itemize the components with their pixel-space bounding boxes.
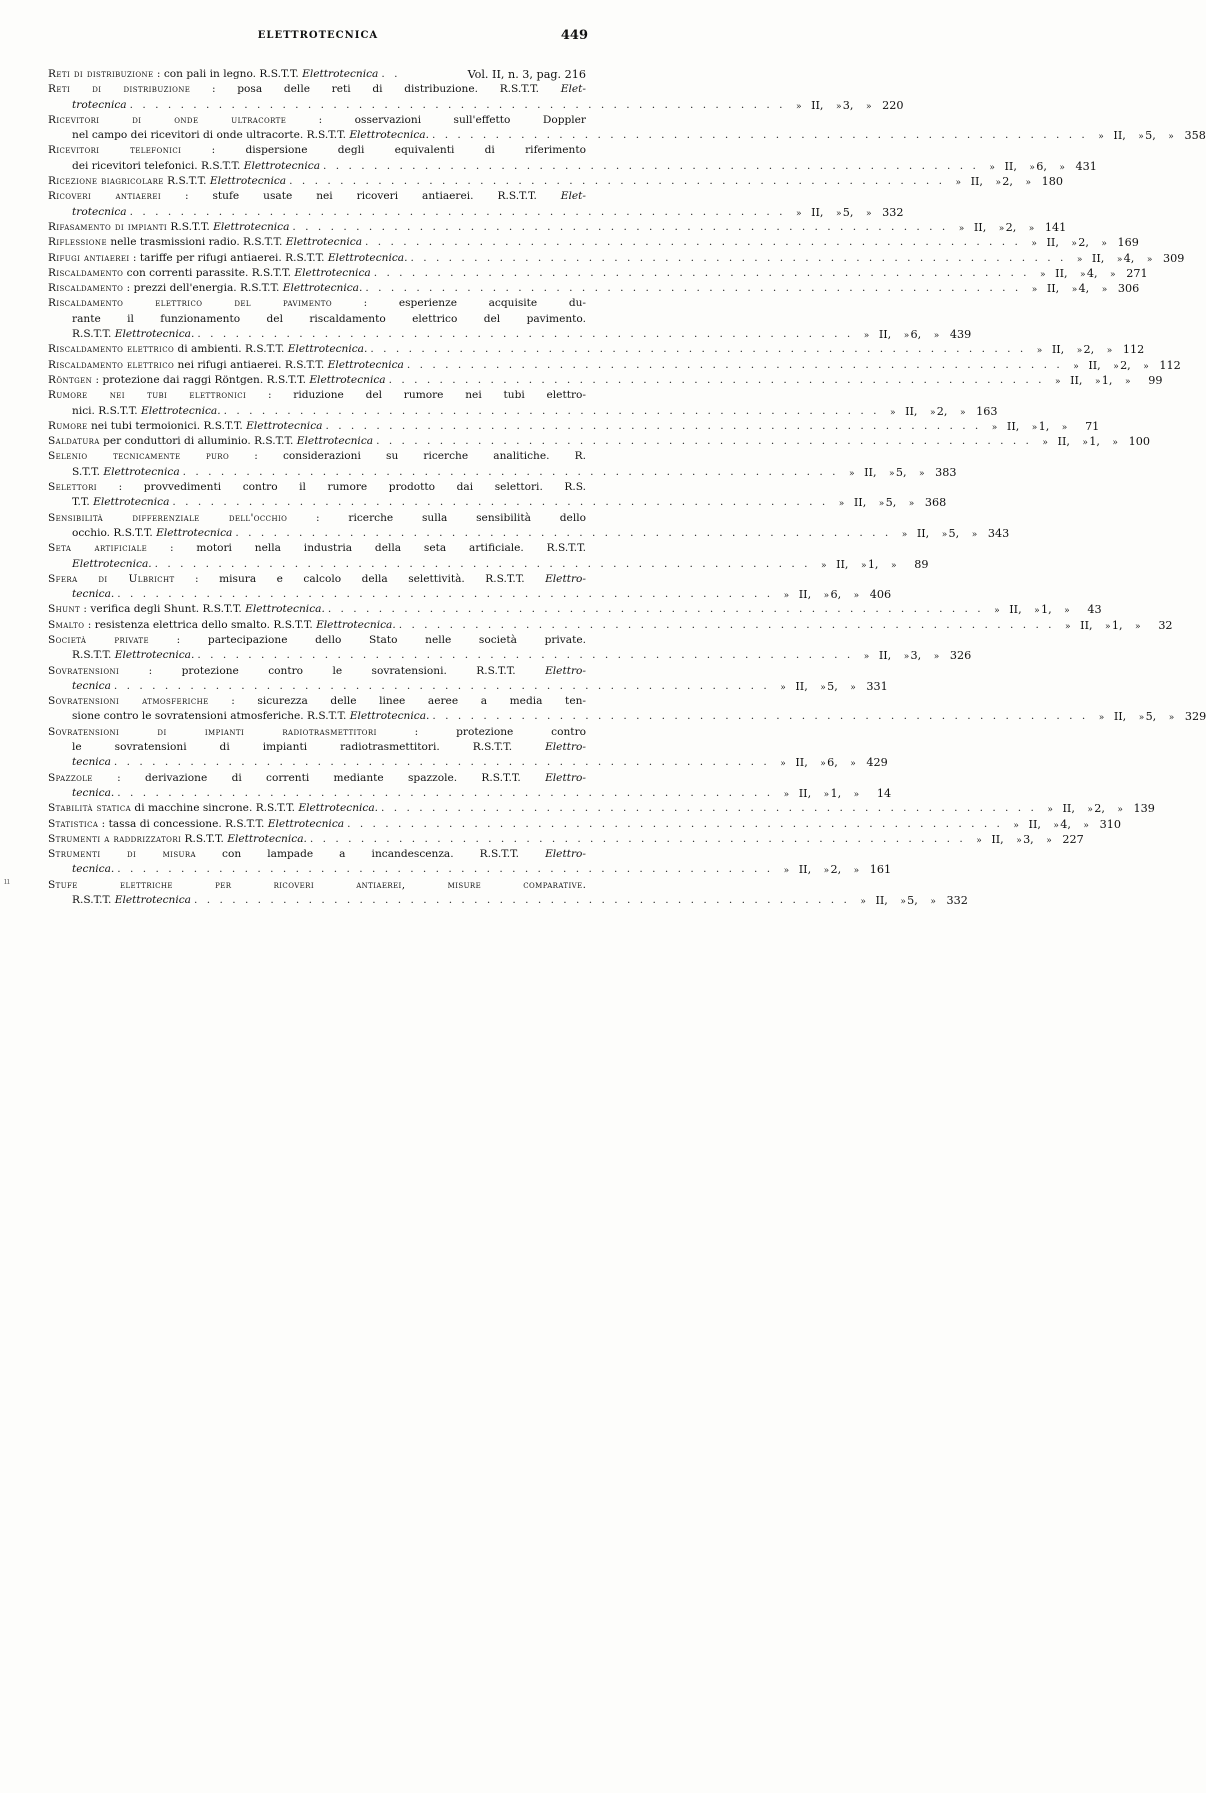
leader-dots: . . . . . . . . . . . . . . . . . . . . . . . . . . . . . . . . . . . . . . . . . . . . . . . . . . . .: [370, 343, 1027, 356]
leader-dots: . . . . . . . . . . . . . . . . . . . . . . . . . . . . . . . . . . . . . . . . . . . . . . . . . . . .: [365, 282, 1022, 295]
leader-dots: . . . . . . . . . . . . . . . . . . . . . . . . . . . . . . . . . . . . . . . . . . . . . . . . . . . .: [365, 236, 1021, 249]
entry-reference: » II, » 6, » 439: [863, 328, 972, 342]
entry-text: Sovratensioni di impianti radiotrasmettitori : protezione contro: [48, 725, 587, 738]
entry-text: Stabilità statica di macchine sincrone. R.S.T.T. Elettrotecnica. . . . . . . . . . . . . . . . . . . . . . . . . . . . . . . . . . . . . . . . . . . . . . . . . . . . .: [48, 801, 1037, 816]
index-entry: [48, 449, 957, 480]
entry-line: [48, 679, 888, 694]
entry-text: Riscaldamento elettrico di ambienti. R.S.T.T. Elettrotecnica. . . . . . . . . . . . . . . . . . . . . . . . . . . . . . . . . . . . . . . . . . . . . . . . . . . . .: [48, 342, 1026, 357]
leader-dots: . . . . . . . . . . . . . . . . . . . . . . . . . . . . . . . . . . . . . . . . . . . . . . . . . . . .: [325, 419, 982, 432]
index-entry: [48, 511, 1010, 542]
index-entry: [48, 694, 1206, 725]
index-entry: [48, 388, 998, 419]
entry-line: [48, 159, 1097, 174]
entry-text: trotecnica . . . . . . . . . . . . . . . . . . . . . . . . . . . . . . . . . . . . . . . . . . . . . . . . . . . .: [72, 98, 785, 113]
entry-reference: » II, » 1, » 71: [991, 419, 1100, 433]
entry-line: [48, 786, 892, 801]
entry-heading: Smalto: [48, 618, 85, 631]
index-entries: [48, 67, 1206, 908]
entry-line: [48, 771, 586, 786]
entry-heading: Stabilità statica: [48, 802, 132, 815]
index-entry: [48, 251, 1185, 266]
leader-dots: . . . . . . . . . . . . . . . . . . . . . . . . . . . . . . . . . . . . . . . . . . . . . . . . . . . .: [327, 603, 984, 616]
index-entry: [48, 847, 892, 878]
entry-text: Sovratensioni atmosferiche : sicurezza delle linee aeree a media ten-: [48, 695, 586, 708]
entry-reference: » II, » 1, » 100: [1042, 435, 1150, 449]
entry-text: tecnica. . . . . . . . . . . . . . . . . . . . . . . . . . . . . . . . . . . . . . . . . . . . . . . . . . . . .: [72, 587, 773, 602]
entry-line: [48, 511, 586, 526]
leader-dots: . . . . . . . . . . . . . . . . . . . . . . . . . . . . . . . . . . . . . . . . . . . . . . . . . . . .: [431, 129, 1088, 142]
entry-line: [48, 251, 1185, 266]
entry-reference: » II, » 2, » 180: [955, 175, 1063, 189]
entry-reference: » II, » 6, » 429: [780, 756, 888, 770]
leader-dots: . . . . . . . . . . . . . . . . . . . . . . . . . . . . . . . . . . . . . . . . . . . . . . . . . . . .: [235, 526, 892, 539]
index-entry: [48, 664, 888, 695]
entry-text: Ricezione biagricolare R.S.T.T. Elettrotecnica . . . . . . . . . . . . . . . . . . . . . . . . . . . . . . . . . . . . . . . . . . . . . . . . . . . .: [48, 174, 945, 189]
entry-text: Elettrotecnica. . . . . . . . . . . . . . . . . . . . . . . . . . . . . . . . . . . . . . . . . . . . . . . . . . . . .: [72, 557, 811, 572]
entry-text: tecnica . . . . . . . . . . . . . . . . . . . . . . . . . . . . . . . . . . . . . . . . . . . . . . . . . . . .: [72, 755, 770, 770]
entry-text: R.S.T.T. Elettrotecnica. . . . . . . . . . . . . . . . . . . . . . . . . . . . . . . . . . . . . . . . . . . . . . . . . . . . .: [72, 648, 853, 663]
leader-dots: . . . . . . . . . . . . . . . . . . . . . . . . . . . . . . . . . . . . . . . . . . . . . . . . . . . .: [406, 358, 1063, 371]
entry-line: [48, 709, 1206, 724]
entry-line: [48, 541, 586, 556]
index-entry: [48, 266, 1148, 281]
index-entry: [48, 113, 1206, 144]
entry-line: [48, 465, 957, 480]
entry-reference: » II, » 1, » 43: [994, 603, 1102, 617]
index-entry: [48, 618, 1173, 633]
index-entry: [48, 419, 1100, 434]
entry-text: Riscaldamento elettrico nei rifugi antiaerei. R.S.T.T. Elettrotecnica . . . . . . . . . . . . . . . . . . . . . . . . . . . . . . . . . . . . . . . . . . . . . . . . . . . .: [48, 358, 1063, 373]
index-entry: [48, 633, 972, 664]
entry-heading: Strumenti di misura: [48, 848, 196, 861]
entry-text: tecnica. . . . . . . . . . . . . . . . . . . . . . . . . . . . . . . . . . . . . . . . . . . . . . . . . . . . .: [72, 786, 773, 801]
entry-line: [48, 128, 1206, 143]
entry-text: S.T.T. Elettrotecnica . . . . . . . . . . . . . . . . . . . . . . . . . . . . . . . . . . . . . . . . . . . . . . . . . . . .: [72, 465, 839, 480]
entry-text: Statistica : tassa di concessione. R.S.T.T. Elettrotecnica . . . . . . . . . . . . . . . . . . . . . . . . . . . . . . . . . . . . . . . . . . . . . . . . . . . .: [48, 817, 1003, 832]
entry-line: [48, 878, 586, 893]
leader-dots: . . . . . . . . . . . . . . . . . . . . . . . . . . . . . . . . . . . . . . . . . . . . . . . . . . . .: [289, 175, 945, 188]
entry-heading: Strumenti a raddrizzatori: [48, 832, 182, 845]
entry-heading: Reti di distribuzione: [48, 83, 191, 96]
entry-line: [48, 205, 904, 220]
entry-heading: Riscaldamento: [48, 266, 124, 279]
entry-line: [48, 817, 1121, 832]
entry-text: Röntgen : protezione dai raggi Röntgen. R.S.T.T. Elettrotecnica . . . . . . . . . . . . . . . . . . . . . . . . . . . . . . . . . . . . . . . . . . . . . . . . . . . .: [48, 373, 1044, 388]
entry-line: [48, 740, 586, 755]
entry-line: [48, 449, 586, 464]
index-entry: [48, 281, 1140, 296]
entry-line: [48, 862, 892, 877]
entry-line: [48, 113, 586, 128]
entry-text: Reti di distribuzione : posa delle reti di distribuzione. R.S.T.T. Elet-: [48, 83, 586, 96]
entry-line: [48, 602, 1102, 617]
entry-line: [48, 174, 1063, 189]
entry-text: Riscaldamento con correnti parassite. R.S.T.T. Elettrotecnica . . . . . . . . . . . . . . . . . . . . . . . . . . . . . . . . . . . . . . . . . . . . . . . . . . . .: [48, 266, 1030, 281]
index-entry: [48, 358, 1181, 373]
entry-heading: Ricoveri antiaerei: [48, 190, 161, 203]
entry-line: [48, 373, 1163, 388]
entry-reference: » II, » 3, » 220: [795, 98, 904, 112]
entry-line: [48, 557, 929, 572]
entry-line: [48, 648, 972, 663]
entry-heading: Riscaldamento elettrico: [48, 343, 175, 356]
entry-reference: » II, » 2, » 163: [889, 404, 998, 418]
leader-dots: . .: [381, 68, 401, 80]
entry-text: dei ricevitori telefonici. R.S.T.T. Elettrotecnica . . . . . . . . . . . . . . . . . . . . . . . . . . . . . . . . . . . . . . . . . . . . . . . . . . . .: [72, 159, 979, 174]
entry-heading: Saldatura: [48, 435, 100, 448]
entry-reference: » II, » 2, » 169: [1031, 236, 1139, 250]
entry-line: [48, 755, 888, 770]
entry-text: Saldatura per conduttori di alluminio. R.S.T.T. Elettrotecnica . . . . . . . . . . . . . . . . . . . . . . . . . . . . . . . . . . . . . . . . . . . . . . . . . . . .: [48, 434, 1032, 449]
leader-dots: . . . . . . . . . . . . . . . . . . . . . . . . . . . . . . . . . . . . . . . . . . . . . . . . . . . .: [398, 618, 1055, 631]
entry-reference: » II, » 5, » 332: [795, 205, 904, 219]
entry-line: [48, 235, 1139, 250]
leader-dots: . . . . . . . . . . . . . . . . . . . . . . . . . . . . . . . . . . . . . . . . . . . . . . . . . . . .: [197, 649, 854, 662]
leader-dots: . . . . . . . . . . . . . . . . . . . . . . . . . . . . . . . . . . . . . . . . . . . . . . . . . . . .: [113, 679, 770, 692]
entry-line: [48, 434, 1150, 449]
index-entry: [48, 725, 888, 771]
entry-text: Rifasamento di impianti R.S.T.T. Elettrotecnica . . . . . . . . . . . . . . . . . . . . . . . . . . . . . . . . . . . . . . . . . . . . . . . . . . . .: [48, 220, 948, 235]
entry-heading: Statistica: [48, 817, 99, 830]
entry-heading: Sfera di Ulbricht: [48, 572, 175, 585]
entry-heading: Riscaldamento: [48, 282, 124, 295]
index-entry: [48, 832, 1084, 847]
entry-line: [48, 526, 1010, 541]
entry-heading: Shunt: [48, 603, 81, 616]
entry-line: [48, 495, 947, 510]
entry-line: [48, 893, 968, 908]
index-entry: [48, 296, 972, 342]
entry-reference: » II, » 1, » 99: [1054, 373, 1163, 387]
leader-dots: . . . . . . . . . . . . . . . . . . . . . . . . . . . . . . . . . . . . . . . . . . . . . . . . . . . .: [388, 373, 1045, 386]
entry-heading: Rifugi antiaerei: [48, 251, 130, 264]
entry-reference: » II, » 2, » 112: [1073, 358, 1181, 372]
index-entry: [48, 220, 1067, 235]
entry-text: Seta artificiale : motori nella industria della seta artificiale. R.S.T.T.: [48, 542, 586, 555]
leader-dots: . . . . . . . . . . . . . . . . . . . . . . . . . . . . . . . . . . . . . . . . . . . . . . . . . . . .: [223, 404, 880, 417]
entry-reference: » II, » 5, » 358: [1098, 129, 1206, 143]
index-entry: [48, 82, 904, 113]
index-entry: [48, 801, 1155, 816]
entry-reference: » II, » 3, » 326: [863, 649, 972, 663]
entry-heading: Ricezione biagricolare: [48, 175, 164, 188]
entry-line: [48, 98, 904, 113]
leader-dots: . . . . . . . . . . . . . . . . . . . . . . . . . . . . . . . . . . . . . . . . . . . . . . . . . . . .: [323, 159, 979, 172]
entry-line: [48, 281, 1140, 296]
entry-reference: » II, » 2, » 141: [958, 220, 1067, 234]
entry-line: [48, 633, 586, 648]
entry-heading: Sovratensioni: [48, 664, 120, 677]
leader-dots: . . . . . . . . . . . . . . . . . . . . . . . . . . . . . . . . . . . . . . . . . . . . . . . . . . . .: [376, 435, 1032, 448]
leader-dots: . . . . . . . . . . . . . . . . . . . . . . . . . . . . . . . . . . . . . . . . . . . . . . . . . . . .: [309, 832, 966, 845]
page-header: [48, 30, 588, 46]
entry-line: [48, 67, 586, 82]
entry-line: [48, 664, 586, 679]
leader-dots: . . . . . . . . . . . . . . . . . . . . . . . . . . . . . . . . . . . . . . . . . . . . . . . . . . . .: [347, 817, 1003, 830]
leader-dots: . . . . . . . . . . . . . . . . . . . . . . . . . . . . . . . . . . . . . . . . . . . . . . . . . . . .: [117, 786, 774, 799]
entry-heading: Selettori: [48, 481, 97, 494]
entry-line: [48, 419, 1100, 434]
entry-text: Stufe elettriche per ricoveri antiaerei, misure comparative.: [48, 878, 586, 891]
entry-heading: Ricevitori telefonici: [48, 144, 182, 157]
index-entry: [48, 143, 1097, 174]
entry-heading: Röntgen: [48, 373, 93, 386]
entry-reference: » II, » 5, » 331: [780, 679, 888, 693]
entry-text: Sensibilità differenziale dell'occhio : ricerche sulla sensibilità dello: [48, 511, 586, 524]
entry-line: [48, 342, 1145, 357]
entry-text: Sfera di Ulbricht : misura e calcolo della selettività. R.S.T.T. Elettro-: [48, 572, 586, 585]
entry-text: Reti di distribuzione : con pali in legno. R.S.T.T. Elettrotecnica . .: [48, 67, 468, 82]
entry-text: Rifugi antiaerei : tariffe per rifugi antiaerei. R.S.T.T. Elettrotecnica. . . . . . . . . . . . . . . . . . . . . . . . . . . . . . . . . . . . . . . . . . . . . . . . . . . . .: [48, 251, 1066, 266]
entry-text: sione contro le sovratensioni atmosferiche. R.S.T.T. Elettrotecnica. . . . . . . . . . . . . . . . . . . . . . . . . . . . . . . . . . . . . . . . . . . . . . . . . . . . .: [72, 709, 1088, 724]
entry-line: [48, 404, 998, 419]
leader-dots: . . . . . . . . . . . . . . . . . . . . . . . . . . . . . . . . . . . . . . . . . . . . . . . . . . . .: [197, 328, 854, 341]
entry-text: Riscaldamento elettrico del pavimento : esperienze acquisite du-: [48, 297, 587, 310]
entry-reference: » II, » 5, » 332: [860, 894, 968, 908]
entry-heading: Reti di distribuzione: [48, 68, 154, 80]
entry-reference: » II, » 1, » 14: [783, 786, 892, 800]
entry-text: occhio. R.S.T.T. Elettrotecnica . . . . . . . . . . . . . . . . . . . . . . . . . . . . . . . . . . . . . . . . . . . . . . . . . . . .: [72, 526, 891, 541]
entry-line: [48, 572, 586, 587]
entry-line: [48, 480, 586, 495]
entry-text: tecnica . . . . . . . . . . . . . . . . . . . . . . . . . . . . . . . . . . . . . . . . . . . . . . . . . . . .: [72, 679, 770, 694]
entry-text: Spazzole : derivazione di correnti mediante spazzole. R.S.T.T. Elettro-: [48, 771, 586, 784]
index-entry: [48, 342, 1145, 357]
entry-reference: » II, » 6, » 406: [783, 588, 892, 602]
entry-text: Shunt : verifica degli Shunt. R.S.T.T. Elettrotecnica. . . . . . . . . . . . . . . . . . . . . . . . . . . . . . . . . . . . . . . . . . . . . . . . . . . . .: [48, 602, 984, 617]
leader-dots: . . . . . . . . . . . . . . . . . . . . . . . . . . . . . . . . . . . . . . . . . . . . . . . . . . . .: [182, 465, 839, 478]
entry-heading: Riscaldamento elettrico: [48, 358, 175, 371]
running-title: ELETTROTECNICA: [257, 30, 379, 41]
entry-text: Ricoveri antiaerei : stufe usate nei ricoveri antiaerei. R.S.T.T. Elet-: [48, 190, 587, 203]
entry-line: [48, 388, 586, 403]
entry-heading: Società private: [48, 633, 150, 646]
entry-reference: » II, » 2, » 139: [1047, 802, 1155, 816]
entry-reference: » II, » 2, » 112: [1036, 343, 1145, 357]
entry-line: [48, 618, 1173, 633]
entry-heading: Selenio tecnicamente puro: [48, 450, 230, 463]
entry-text: Sovratensioni : protezione contro le sovratensioni. R.S.T.T. Elettro-: [48, 664, 586, 677]
page-number: 449: [560, 28, 588, 43]
entry-reference: » II, » 6, » 431: [989, 159, 1097, 173]
leader-dots: . . . . . . . . . . . . . . . . . . . . . . . . . . . . . . . . . . . . . . . . . . . . . . . . . . . .: [117, 588, 774, 601]
leader-dots: . . . . . . . . . . . . . . . . . . . . . . . . . . . . . . . . . . . . . . . . . . . . . . . . . . . .: [113, 756, 770, 769]
entry-line: [48, 358, 1181, 373]
entry-reference: » II, » 4, » 310: [1013, 817, 1121, 831]
index-entry: [48, 434, 1150, 449]
entry-text: Selettori : provvedimenti contro il rumore prodotto dai selettori. R.S.: [48, 481, 586, 494]
entry-line: [48, 189, 586, 204]
index-entry: [48, 602, 1102, 617]
entry-text: T.T. Elettrotecnica . . . . . . . . . . . . . . . . . . . . . . . . . . . . . . . . . . . . . . . . . . . . . . . . . . . .: [72, 495, 828, 510]
entry-heading: Rifasamento di impianti: [48, 220, 168, 233]
index-entry: [48, 817, 1121, 832]
entry-text: trotecnica . . . . . . . . . . . . . . . . . . . . . . . . . . . . . . . . . . . . . . . . . . . . . . . . . . . .: [72, 205, 785, 220]
entry-line: [48, 847, 586, 862]
entry-reference: » II, » 4, » 309: [1076, 251, 1185, 265]
entry-text: R.S.T.T. Elettrotecnica . . . . . . . . . . . . . . . . . . . . . . . . . . . . . . . . . . . . . . . . . . . . . . . . . . . .: [72, 893, 850, 908]
leader-dots: . . . . . . . . . . . . . . . . . . . . . . . . . . . . . . . . . . . . . . . . . . . . . . . . . . . .: [410, 251, 1067, 264]
entry-reference: Vol. II, n. 3, pag. 216: [467, 68, 586, 81]
entry-heading: Riscaldamento elettrico del pavimento: [48, 297, 332, 310]
entry-heading: Spazzole: [48, 771, 93, 784]
entry-heading: Seta artificiale: [48, 542, 148, 555]
entry-text: Ricevitori di onde ultracorte : osservazioni sull'effetto Doppler: [48, 113, 586, 126]
scan-corner-mark: ıı: [4, 877, 10, 887]
entry-reference: » II, » 4, » 306: [1031, 282, 1140, 296]
entry-text: R.S.T.T. Elettrotecnica. . . . . . . . . . . . . . . . . . . . . . . . . . . . . . . . . . . . . . . . . . . . . . . . . . . . .: [72, 327, 853, 342]
entry-reference: » II, » 5, » 368: [838, 496, 947, 510]
index-entry: [48, 174, 1063, 189]
entry-line: [48, 725, 586, 740]
entry-text: Ricevitori telefonici : dispersione degli equivalenti di riferimento: [48, 144, 586, 157]
leader-dots: . . . . . . . . . . . . . . . . . . . . . . . . . . . . . . . . . . . . . . . . . . . . . . . . . . . .: [194, 894, 850, 907]
entry-text: Società private : partecipazione dello Stato nelle società private.: [48, 633, 586, 646]
entry-heading: Riflessione: [48, 236, 107, 249]
entry-heading: Sovratensioni atmosferiche: [48, 695, 209, 708]
entry-text: Selenio tecnicamente puro : considerazioni su ricerche analitiche. R.: [48, 450, 586, 463]
entry-heading: Rumore nei tubi elettronici: [48, 389, 247, 402]
entry-line: [48, 220, 1067, 235]
leader-dots: . . . . . . . . . . . . . . . . . . . . . . . . . . . . . . . . . . . . . . . . . . . . . . . . . . . .: [154, 557, 811, 570]
entry-text: nici. R.S.T.T. Elettrotecnica. . . . . . . . . . . . . . . . . . . . . . . . . . . . . . . . . . . . . . . . . . . . . . . . . . . . .: [72, 404, 879, 419]
entry-line: [48, 801, 1155, 816]
entry-line: [48, 694, 586, 709]
entry-text: nel campo dei ricevitori di onde ultracorte. R.S.T.T. Elettrotecnica. . . . . . . . . . . . . . . . . . . . . . . . . . . . . . . . . . . . . . . . . . . . . . . . . . . . .: [72, 128, 1088, 143]
entry-text: Strumenti a raddrizzatori R.S.T.T. Elettrotecnica. . . . . . . . . . . . . . . . . . . . . . . . . . . . . . . . . . . . . . . . . . . . . . . . . . . . .: [48, 832, 966, 847]
entry-heading: Rumore: [48, 419, 88, 432]
index-entry: [48, 67, 586, 82]
entry-line: [48, 296, 586, 311]
leader-dots: . . . . . . . . . . . . . . . . . . . . . . . . . . . . . . . . . . . . . . . . . . . . . . . . . . . .: [373, 266, 1030, 279]
leader-dots: . . . . . . . . . . . . . . . . . . . . . . . . . . . . . . . . . . . . . . . . . . . . . . . . . . . .: [129, 205, 786, 218]
index-entry: [48, 541, 929, 572]
entry-line: [48, 143, 586, 158]
entry-text: Rumore nei tubi elettronici : riduzione del rumore nei tubi elettro-: [48, 389, 586, 402]
entry-reference: » II, » 2, » 161: [783, 863, 892, 877]
entry-line: [48, 266, 1148, 281]
entry-reference: » II, » 1, » 89: [820, 557, 929, 571]
entry-text: Strumenti di misura con lampade a incandescenza. R.S.T.T. Elettro-: [48, 848, 586, 861]
index-entry: [48, 572, 892, 603]
entry-text: Riscaldamento : prezzi dell'energia. R.S.T.T. Elettrotecnica. . . . . . . . . . . . . . . . . . . . . . . . . . . . . . . . . . . . . . . . . . . . . . . . . . . . .: [48, 281, 1021, 296]
entry-reference: » II, » 3, » 227: [976, 832, 1084, 846]
index-entry: [48, 878, 968, 909]
entry-reference: » II, » 5, » 343: [901, 526, 1010, 540]
entry-heading: Ricevitori di onde ultracorte: [48, 113, 287, 126]
index-entry: [48, 373, 1163, 388]
entry-text: le sovratensioni di impianti radiotrasmettitori. R.S.T.T. Elettro-: [72, 741, 586, 754]
entry-reference: » II, » 5, » 383: [849, 465, 957, 479]
leader-dots: . . . . . . . . . . . . . . . . . . . . . . . . . . . . . . . . . . . . . . . . . . . . . . . . . . . .: [381, 802, 1037, 815]
entry-text: Riflessione nelle trasmissioni radio. R.S.T.T. Elettrotecnica . . . . . . . . . . . . . . . . . . . . . . . . . . . . . . . . . . . . . . . . . . . . . . . . . . . .: [48, 235, 1021, 250]
leader-dots: . . . . . . . . . . . . . . . . . . . . . . . . . . . . . . . . . . . . . . . . . . . . . . . . . . . .: [172, 496, 829, 509]
leader-dots: . . . . . . . . . . . . . . . . . . . . . . . . . . . . . . . . . . . . . . . . . . . . . . . . . . . .: [129, 98, 786, 111]
entry-line: [48, 312, 586, 327]
leader-dots: . . . . . . . . . . . . . . . . . . . . . . . . . . . . . . . . . . . . . . . . . . . . . . . . . . . .: [432, 710, 1089, 723]
entry-line: [48, 327, 972, 342]
index-entry: [48, 480, 947, 511]
entry-line: [48, 832, 1084, 847]
entry-heading: Stufe elettriche per ricoveri antiaerei, misure comparative: [48, 878, 583, 891]
entry-heading: Sovratensioni di impianti radiotrasmettitori: [48, 725, 377, 738]
entry-text: Smalto : resistenza elettrica dello smalto. R.S.T.T. Elettrotecnica. . . . . . . . . . . . . . . . . . . . . . . . . . . . . . . . . . . . . . . . . . . . . . . . . . . . .: [48, 618, 1055, 633]
index-entry: [48, 235, 1139, 250]
index-entry: [48, 189, 904, 220]
entry-reference: » II, » 5, » 329: [1098, 710, 1206, 724]
entry-text: Rumore nei tubi termoionici. R.S.T.T. Elettrotecnica . . . . . . . . . . . . . . . . . . . . . . . . . . . . . . . . . . . . . . . . . . . . . . . . . . . .: [48, 419, 981, 434]
entry-reference: » II, » 1, » 32: [1065, 618, 1173, 632]
entry-text: tecnica. . . . . . . . . . . . . . . . . . . . . . . . . . . . . . . . . . . . . . . . . . . . . . . . . . . . .: [72, 862, 773, 877]
index-entry: [48, 771, 892, 802]
leader-dots: . . . . . . . . . . . . . . . . . . . . . . . . . . . . . . . . . . . . . . . . . . . . . . . . . . . .: [117, 863, 774, 876]
entry-line: [48, 587, 892, 602]
entry-text: rante il funzionamento del riscaldamento elettrico del pavimento.: [72, 312, 586, 325]
entry-heading: Sensibilità differenziale dell'occhio: [48, 511, 288, 524]
entry-reference: » II, » 4, » 271: [1040, 266, 1148, 280]
entry-line: [48, 82, 586, 97]
leader-dots: . . . . . . . . . . . . . . . . . . . . . . . . . . . . . . . . . . . . . . . . . . . . . . . . . . . .: [292, 220, 949, 233]
